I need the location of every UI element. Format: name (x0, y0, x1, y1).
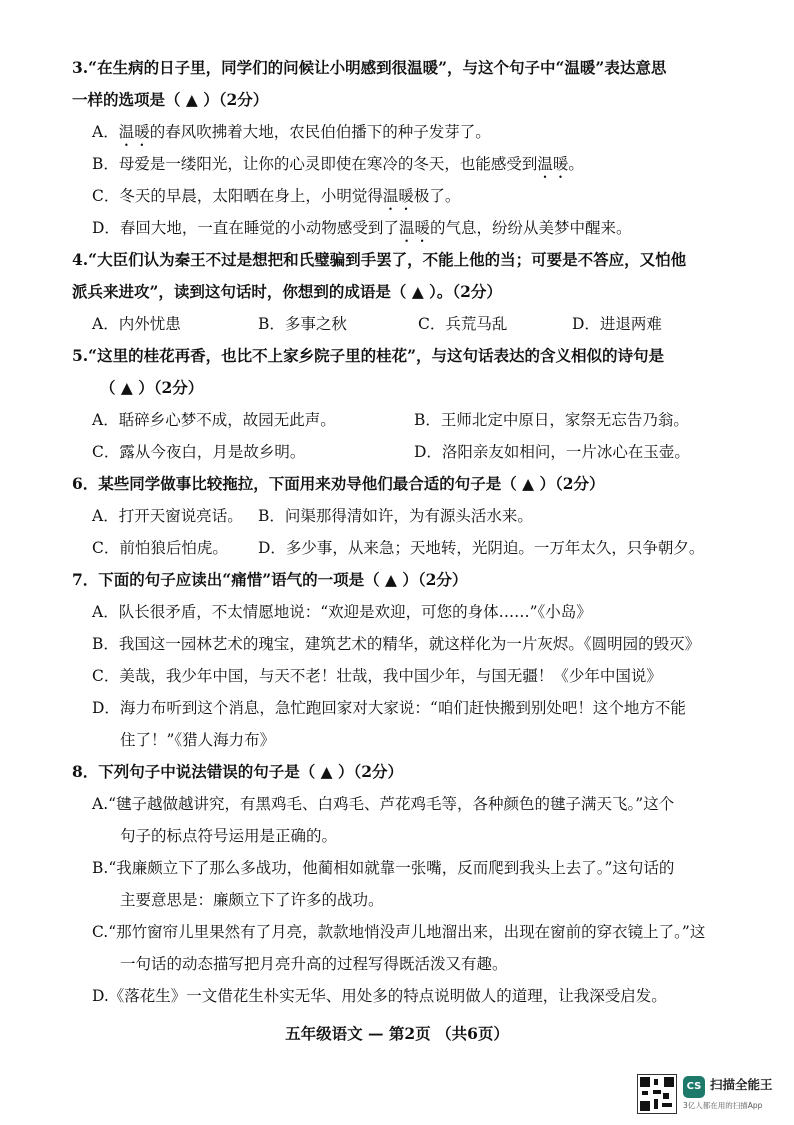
question-4-line-1: 4.“大臣们认为秦王不过是想把和氏璧骗到手罢了，不能上他的当；可要是不答应，又怕他 (72, 250, 687, 269)
q3-option-d: D．春回大地，一直在睡觉的小动物感受到了温暖的气息，纷纷从美梦中醒来。 (92, 219, 632, 237)
q4-option-a: A．内外忧患 (92, 315, 181, 333)
page-footer: 五年级语文 — 第2页 （共6页） (285, 1024, 509, 1043)
q6-option-b: B．问渠那得清如许，为有源头活水来。 (258, 507, 533, 525)
q4-option-b: B．多事之秋 (258, 315, 347, 333)
q7-option-d-line-2: 住了！”《猎人海力布》 (120, 731, 276, 749)
q7-option-b: B．我国这一园林艺术的瑰宝，建筑艺术的精华，就这样化为一片灰烬。《圆明园的毁灭》 (92, 635, 701, 653)
q6-option-c: C．前怕狼后怕虎。 (92, 539, 228, 557)
q5-option-c: C．露从今夜白，月是故乡明。 (92, 443, 306, 461)
question-8-line-1: 8．下列句子中说法错误的句子是（ ▲ ）（2分） (72, 762, 404, 781)
q6-option-a: A．打开天窗说亮话。 (92, 507, 243, 525)
emphasis-word: 温暖 (382, 187, 414, 205)
q8-option-c-line-1: C.“那竹窗帘儿里果然有了月亮，款款地悄没声儿地溜出来，出现在窗前的穿衣镜上了。”这 (92, 923, 706, 941)
q6-option-d: D．多少事，从来急；天地转，光阴迫。一万年太久，只争朝夕。 (258, 539, 705, 557)
q7-option-c: C．美哉，我少年中国，与天不老！壮哉，我中国少年，与国无疆！《少年中国说》 (92, 667, 662, 685)
q3-option-a: A．温暖的春风吹拂着大地，农民伯伯播下的种子发芽了。 (92, 123, 491, 141)
emphasis-word: 温暖 (398, 219, 430, 237)
question-7-line-1: 7．下面的句子应读出“痛惜”语气的一项是（ ▲ ）（2分） (72, 570, 468, 589)
q7-option-a: A．队长很矛盾，不太情愿地说：“欢迎是欢迎，可您的身体……”《小岛》 (92, 603, 592, 621)
q4-option-d: D．进退两难 (572, 315, 662, 333)
qr-code-icon (637, 1074, 677, 1114)
question-5-line-1: 5.“这里的桂花再香，也比不上家乡院子里的桂花”，与这句话表达的含义相似的诗句是 (72, 346, 665, 365)
q5-option-a: A．聒碎乡心梦不成，故园无此声。 (92, 411, 336, 429)
q8-option-b-line-1: B.“我廉颇立下了那么多战功，他蔺相如就靠一张嘴，反而爬到我头上去了。”这句话的 (92, 859, 675, 877)
question-6-line-1: 6．某些同学做事比较拖拉，下面用来劝导他们最合适的句子是（ ▲ ）（2分） (72, 474, 605, 493)
q7-option-d-line-1: D．海力布听到这个消息，急忙跑回家对大家说：“咱们赶快搬到别处吧！这个地方不能 (92, 699, 686, 717)
question-3-line-1: 3.“在生病的日子里，同学们的问候让小明感到很温暖”，与这个句子中“温暖”表达意思 (72, 58, 667, 77)
emphasis-word: 温暖 (537, 155, 569, 173)
q3-option-c: C．冬天的早晨，太阳晒在身上，小明觉得温暖极了。 (92, 187, 461, 205)
q8-option-d: D.《落花生》一文借花生朴实无华、用处多的特点说明做人的道理，让我深受启发。 (92, 987, 667, 1005)
scanner-tagline: 3亿人都在用的扫描App (683, 1101, 763, 1110)
q8-option-b-line-2: 主要意思是：廉颇立下了许多的战功。 (120, 891, 384, 909)
q8-option-a-line-2: 句子的标点符号运用是正确的。 (120, 827, 338, 845)
q5-option-d: D．洛阳亲友如相问，一片冰心在玉壶。 (414, 443, 690, 461)
question-5-line-2: （ ▲ ）（2分） (100, 378, 204, 397)
emphasis-word: 温暖 (118, 123, 150, 141)
camscanner-logo-icon: CS (683, 1076, 705, 1098)
q8-option-a-line-1: A.“毽子越做越讲究，有黑鸡毛、白鸡毛、芦花鸡毛等，各种颜色的毽子满天飞。”这个 (92, 795, 675, 813)
q8-option-c-line-2: 一句话的动态描写把月亮升高的过程写得既活泼又有趣。 (120, 955, 508, 973)
scanner-brand: 扫描全能王 (710, 1077, 773, 1092)
question-3-line-2: 一样的选项是（ ▲ ）（2分） (72, 90, 269, 109)
question-4-line-2: 派兵来进攻”，读到这句话时，你想到的成语是（ ▲ ）。（2分） (72, 282, 502, 301)
q4-option-c: C．兵荒马乱 (418, 315, 508, 333)
q5-option-b: B．王师北定中原日，家祭无忘告乃翁。 (414, 411, 689, 429)
q3-option-b: B．母爱是一缕阳光，让你的心灵即使在寒冷的冬天，也能感受到温暖。 (92, 155, 584, 173)
